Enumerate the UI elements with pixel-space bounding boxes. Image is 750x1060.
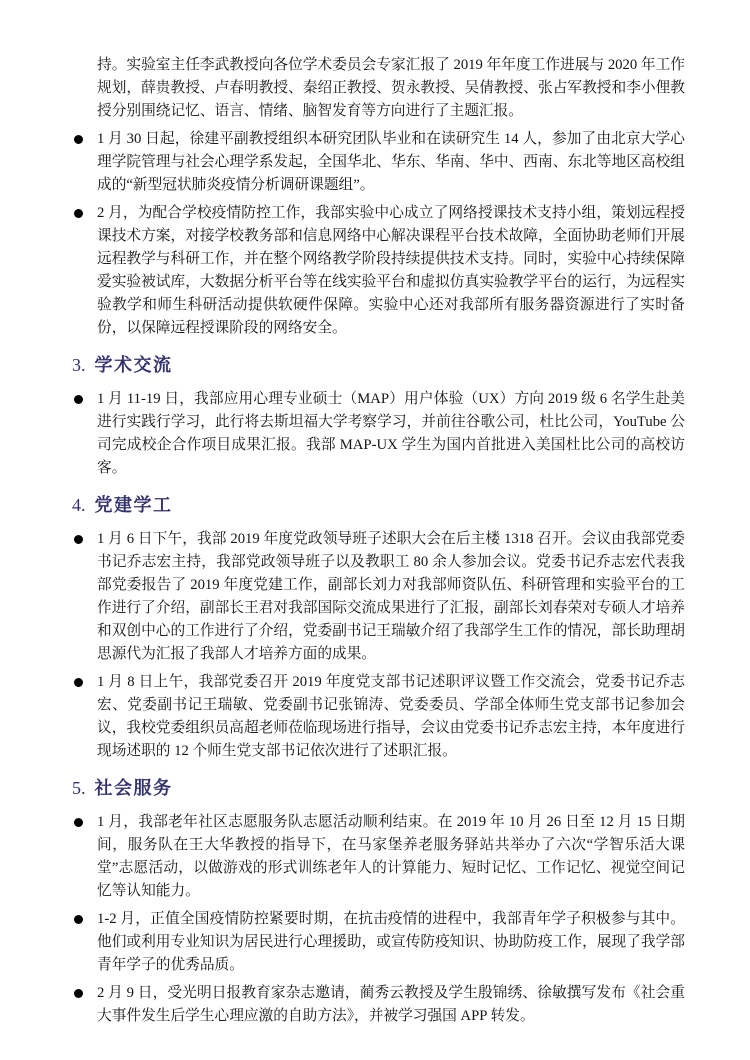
- list-item: [72, 982, 685, 1028]
- list-item: [72, 811, 685, 903]
- list-item: [72, 528, 685, 666]
- section-title: 社会服务: [94, 778, 173, 798]
- bullet-icon: [74, 915, 83, 924]
- list-item-text: 2 月 9 日，受光明日报教育家杂志邀请，蔺秀云教授及学生殷锦绣、徐敏撰写发布《社会重大事件发生后学生心理应激的自助方法》，并被学习强国 APP 转发。: [97, 985, 685, 1024]
- section-number: 3.: [72, 355, 86, 375]
- section-title: 党建学工: [94, 495, 173, 515]
- section-number: 5.: [72, 778, 86, 798]
- bullet-icon: [74, 818, 83, 827]
- section-heading-social-service: [72, 775, 685, 801]
- list-item-text: 1-2 月，正值全国疫情防控紧要时期，在抗击疫情的进程中，我部青年学子积极参与其中。他们或利用专业知识为居民进行心理援助，或宣传防疫知识、协助防疫工作，展现了我学部青年学子的优秀品质。: [97, 911, 685, 973]
- list-item: [72, 128, 685, 197]
- bullet-icon: [74, 395, 83, 404]
- section-title: 学术交流: [94, 355, 173, 375]
- list-item-text: 1 月 8 日上午，我部党委召开 2019 年度党支部书记述职评议暨工作交流会，党委书记乔志宏、党委副书记王瑞敏、党委副书记张锦涛、党委委员、学部全体师生党支部书记参加会议，我校党委组织员高超老师莅临现场进行指导，会议由党委书记乔志宏主持，本年度进行现场述职的 12 个师生党支部书记依次进行了述职汇报。: [97, 674, 685, 759]
- list-item: [72, 671, 685, 763]
- list-item-text: 1 月，我部老年社区志愿服务队志愿活动顺利结束。在 2019 年 10 月 26 日至 12 月 15 日期间，服务队在王大华教授的指导下，在马家堡养老服务驿站共举办了六次“学智乐活大课堂”志愿活动，以做游戏的形式训练老年人的计算能力、短时记忆、工作记忆、视觉空间记忆等认知能力。: [97, 814, 685, 899]
- list-item: [72, 908, 685, 977]
- bullet-icon: [74, 209, 83, 218]
- list-item: [72, 388, 685, 480]
- list-item-text: 2 月，为配合学校疫情防控工作，我部实验中心成立了网络授课技术支持小组，策划远程授课技术方案，对接学校教务部和信息网络中心解决课程平台技术故障，全面协助老师们开展远程教学与科研工作，并在整个网络教学阶段持续提供技术支持。同时，实验中心持续保障爱实验被试库，大数据分析平台等在线实验平台和虚拟仿真实验教学平台的运行，为远程实验教学和师生科研活动提供软硬件保障。实验中心还对我部所有服务器资源进行了实时备份，以保障远程授课阶段的网络安全。: [97, 205, 685, 336]
- list-item: [72, 202, 685, 340]
- list-item-text: 1 月 11-19 日，我部应用心理专业硕士（MAP）用户体验（UX）方向 2019 级 6 名学生赴美进行实践行学习，此行将去斯坦福大学考察学习，并前往谷歌公司，杜比公司，YouTube 公司完成校企合作项目成果汇报。我部 MAP-UX 学生为国内首批进入美国杜比公司的高校访客。: [97, 391, 685, 476]
- bullet-icon: [74, 535, 83, 544]
- section-number: 4.: [72, 495, 86, 515]
- section-heading-party-building: [72, 492, 685, 518]
- bullet-icon: [74, 135, 83, 144]
- list-item-text: 1 月 30 日起，徐建平副教授组织本研究团队毕业和在读研究生 14 人，参加了由北京大学心理学院管理与社会心理学系发起，全国华北、华东、华南、华中、西南、东北等地区高校组成的“新型冠状肺炎疫情分析调研课题组”。: [97, 131, 685, 193]
- bullet-icon: [74, 678, 83, 687]
- continuation-paragraph: 持。实验室主任李武教授向各位学术委员会专家汇报了 2019 年年度工作进展与 2020 年工作规划，薛贵教授、卢春明教授、秦绍正教授、贺永教授、吴倩教授、张占军教授和李小俚教授分别围绕记忆、语言、情绪、脑智发育等方向进行了主题汇报。: [97, 57, 685, 119]
- section-heading-academic-exchange: [72, 352, 685, 378]
- list-item-text: 1 月 6 日下午，我部 2019 年度党政领导班子述职大会在后主楼 1318 召开。会议由我部党委书记乔志宏主持，我部党政领导班子以及教职工 80 余人参加会议。党委书记乔志宏代表我部党委报告了 2019 年度党建工作，副部长刘力对我部师资队伍、科研管理和实验平台的工作进行了介绍，副部长王君对我部国际交流成果进行了汇报，副部长刘春荣对专硕人才培养和双创中心的工作进行了介绍，党委副书记王瑞敏介绍了我部学生工作的情况，部长助理胡思源代为汇报了我部人才培养方面的成果。: [97, 531, 685, 662]
- bullet-icon: [74, 989, 83, 998]
